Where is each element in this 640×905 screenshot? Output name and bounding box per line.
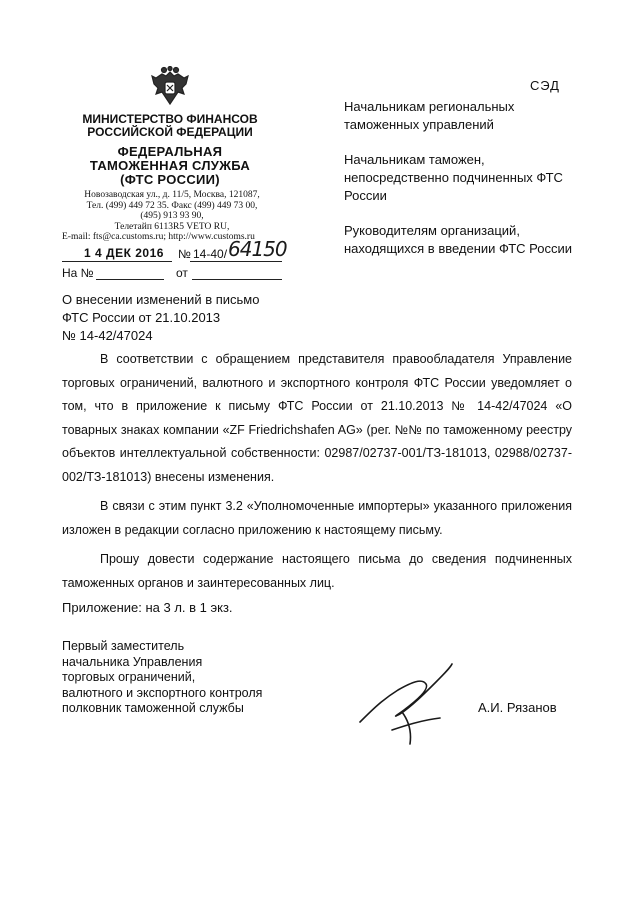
attachment-note: Приложение: на 3 л. в 1 экз. bbox=[62, 600, 233, 615]
recipients-block bbox=[344, 98, 584, 275]
body-paragraph: В соответствии с обращением представителя правообладателя Управление торговых ограничений, валютного и экспортного контроля ФТС России уведомляет о том, что в приложение к письму ФТС России от 21.10.2013 № 14-42/47024 «О товарных знаках компании «ZF Friedrichshafen AG» (рег. №№ по таможенному реестру объектов интеллектуальной собственности: 02987/02737-001/ТЗ-181013, 02988/02737-002/ТЗ-181013) внесены изменения. bbox=[62, 352, 572, 484]
reference-number-label: На № bbox=[62, 266, 94, 280]
service-name-line1: ФЕДЕРАЛЬНАЯ bbox=[117, 144, 223, 159]
signer-title-line: Первый заместитель bbox=[62, 639, 185, 653]
reference-number-underline bbox=[96, 279, 164, 280]
subject-line: О внесении изменений в письмо bbox=[62, 292, 260, 307]
address-block bbox=[62, 190, 282, 243]
subject-line: ФТС России от 21.10.2013 bbox=[62, 310, 221, 325]
address-line: Тел. (499) 449 72 35. Факс (499) 449 73 00, bbox=[86, 200, 258, 211]
signer-name: А.И. Рязанов bbox=[478, 700, 557, 715]
letter-body bbox=[62, 348, 572, 601]
number-underline bbox=[190, 261, 282, 262]
signer-title-line: валютного и экспортного контроля bbox=[62, 685, 263, 700]
signer-title-line: торговых ограничений, bbox=[62, 670, 196, 684]
email-line: E-mail: fts@ca.customs.ru; http://www.customs.ru bbox=[62, 232, 255, 242]
signer-title-line: начальника Управления bbox=[62, 654, 203, 669]
signer-title-line: полковник таможенной службы bbox=[62, 701, 244, 715]
registration-number-prefix: 14-40/ bbox=[193, 247, 228, 261]
address-line: Телетайп 6113R5 VETO RU, bbox=[114, 221, 230, 232]
address-line: (495) 913 93 90, bbox=[140, 211, 204, 221]
recipient-item: Руководителям организаций, находящихся в введении ФТС России bbox=[344, 223, 573, 256]
signer-title bbox=[62, 639, 342, 717]
address-line: Новозаводская ул., д. 11/5, Москва, 121087, bbox=[84, 190, 260, 200]
reference-date-label: от bbox=[176, 266, 188, 280]
coat-of-arms-emblem bbox=[148, 66, 192, 110]
subject-line: № 14-42/47024 bbox=[62, 328, 153, 343]
registration-number-handwritten: 64150 bbox=[228, 237, 287, 261]
body-paragraph: Прошу довести содержание настоящего письма до сведения подчиненных таможенных органов и заинтересованных лиц. bbox=[62, 552, 572, 590]
ministry-name: МИНИСТЕРСТВО ФИНАНСОВ РОССИЙСКОЙ ФЕДЕРАЦИИ bbox=[82, 112, 258, 139]
registration-date: 1 4 ДЕК 2016 bbox=[84, 246, 164, 260]
service-name-line2: ТАМОЖЕННАЯ СЛУЖБА bbox=[89, 158, 251, 173]
handwritten-signature bbox=[352, 660, 462, 750]
recipient-item: Начальникам региональных таможенных управлений bbox=[344, 99, 515, 132]
sed-mark: СЭД bbox=[530, 78, 560, 93]
reference-date-underline bbox=[192, 279, 282, 280]
service-name bbox=[70, 145, 270, 187]
date-underline bbox=[62, 261, 172, 262]
letter-subject bbox=[62, 291, 322, 345]
recipient-item: Начальникам таможен, непосредственно подчиненных ФТС России bbox=[344, 152, 563, 203]
service-name-line3: (ФТС РОССИИ) bbox=[120, 172, 220, 187]
body-paragraph: В связи с этим пункт 3.2 «Уполномоченные импортеры» указанного приложения изложен в редакции согласно приложению к настоящему письму. bbox=[62, 499, 572, 537]
registration-number-label: № bbox=[178, 247, 191, 261]
